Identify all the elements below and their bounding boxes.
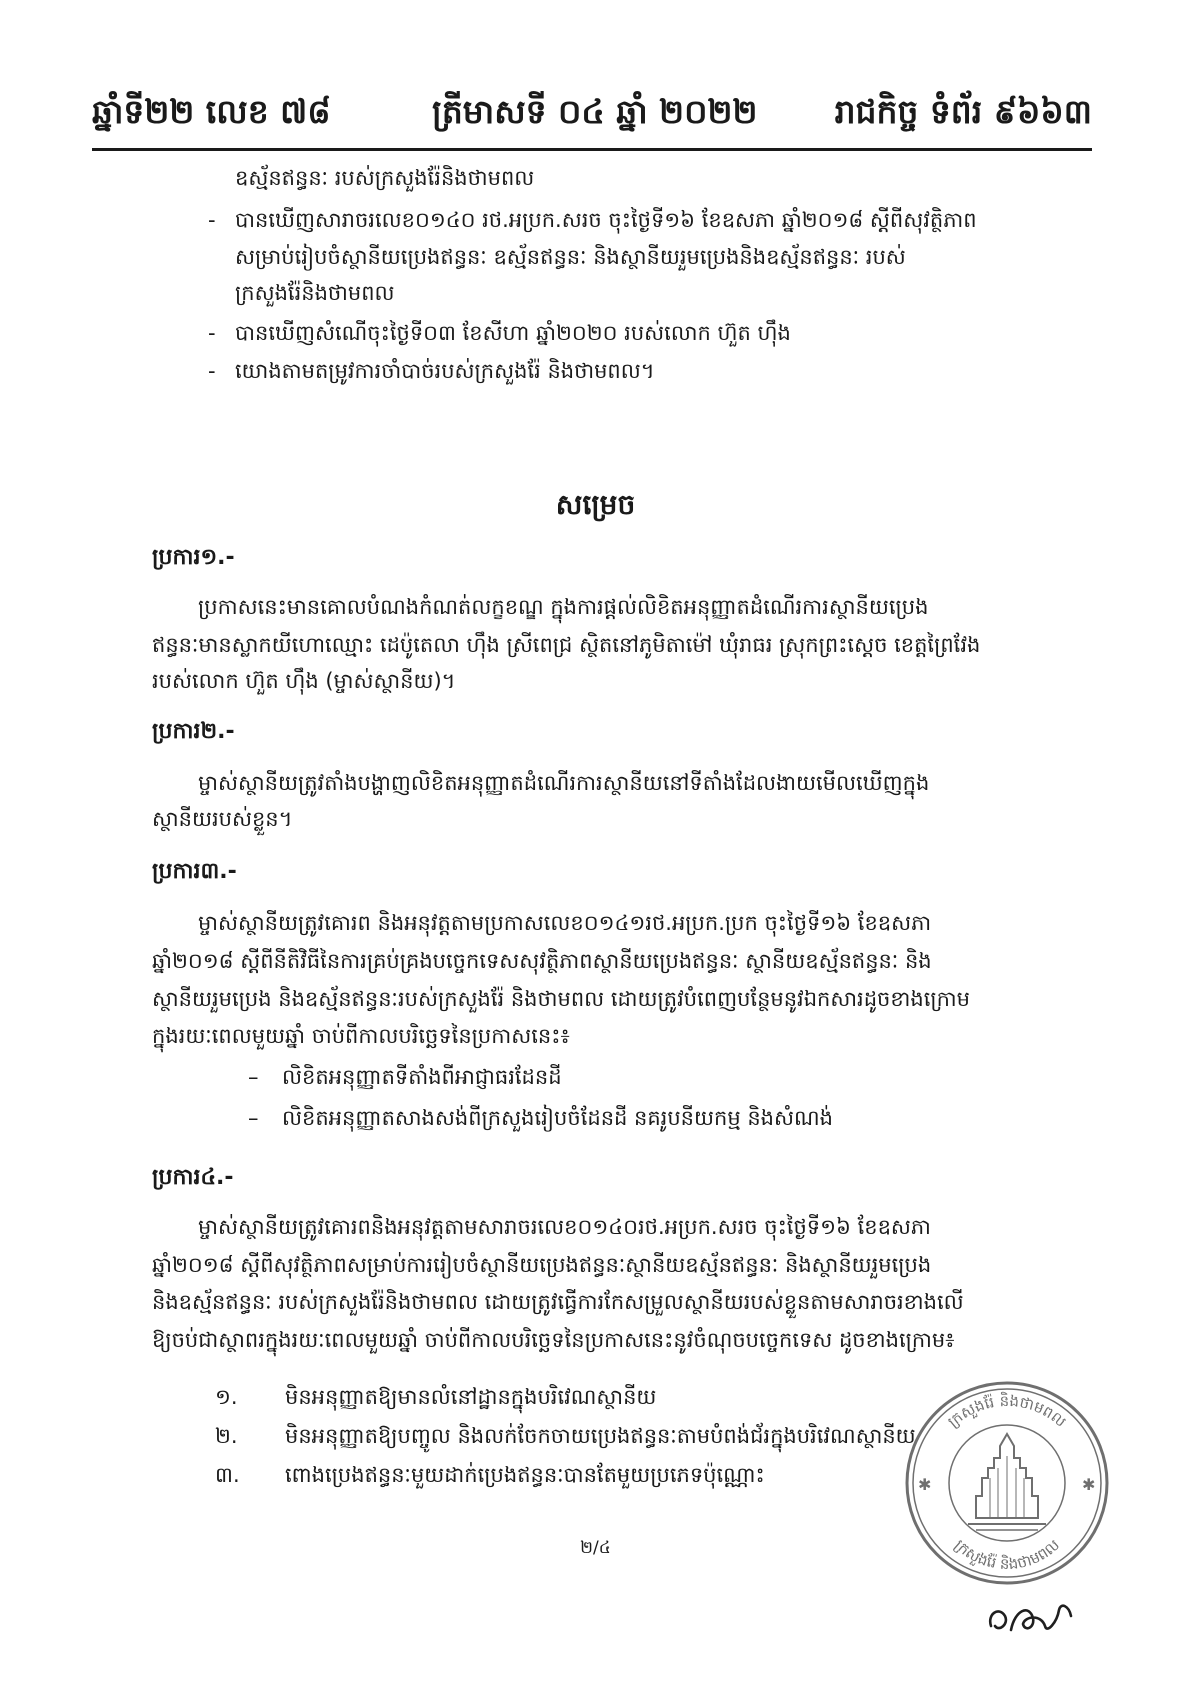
gazette-quarter: ត្រីមាសទី ០៤ ឆ្នាំ ២០២២ [432, 92, 758, 131]
article-text-line: ស្ថានីយរបស់ខ្លួន។ [152, 807, 293, 831]
bullet-dash: - [208, 321, 216, 345]
seal-bottom-text: ក្រសួងរ៉ែ និងថាមពល [951, 1535, 1063, 1574]
gazette-issue: ឆ្នាំទី២២ លេខ ៧៨ [92, 92, 331, 131]
list-dash: – [248, 1106, 259, 1130]
article-text-line: ឆ្នាំ២០១៨ ស្តីពីនីតិវិធីនៃការគ្រប់គ្រងបច្ចេកទេសសុវត្ថិភាពស្ថានីយប្រេងឥន្ធនៈ ស្ថានីយឧស្ម័នឥន្ធនៈ និង [152, 949, 932, 973]
svg-text:✱: ✱ [1082, 1475, 1096, 1494]
article-text-line: ឱ្យចប់ជាស្ថាពរក្នុងរយៈពេលមួយឆ្នាំ ចាប់ពីកាលបរិច្ឆេទនៃប្រកាសនេះនូវចំណុចបច្ចេកទេស ដូចខាងក្រោម៖ [152, 1328, 955, 1352]
list-dash: – [248, 1065, 259, 1089]
gazette-page-ref: រាជកិច្ច ទំព័រ ៩៦៦៣ [834, 92, 1092, 131]
article-text-line: ម្ចាស់ស្ថានីយត្រូវគោរពនិងអនុវត្តតាមសារាចរលេខ០១៤០រថ.អប្រក.សរច ចុះថ្ងៃទី១៦ ខែឧសភា [198, 1215, 931, 1239]
article-heading: ប្រការ៣.- [152, 859, 237, 884]
article-text-line: ស្ថានីយរួមប្រេង និងឧស្ម័នឥន្ធនៈរបស់ក្រសួងរ៉ែ និងថាមពល ដោយត្រូវបំពេញបន្ថែមនូវឯកសារដូចខាងក្រោម [152, 987, 970, 1011]
reference-line: ក្រសួងរ៉ែនិងថាមពល [235, 281, 395, 305]
numbered-item-text: ពោងប្រេងឥន្ធនៈមួយដាក់ប្រេងឥន្ធនៈបានតែមួយប្រភេទប៉ុណ្ណោះ [285, 1463, 765, 1487]
bullet-dash: - [208, 208, 216, 232]
numbered-item-text: មិនអនុញ្ញាតឱ្យមានលំនៅដ្ឋានក្នុងបរិវេណស្ថានីយ [285, 1385, 657, 1409]
numbered-item-text: មិនអនុញ្ញាតឱ្យបញ្ចូល និងលក់ចែកចាយប្រេងឥន្ធនៈតាមបំពង់ជ័រក្នុងបរិវេណស្ថានីយ [285, 1424, 916, 1448]
article-text-line: ប្រកាសនេះមានគោលបំណងកំណត់លក្ខខណ្ឌ ក្នុងការផ្តល់លិខិតអនុញ្ញាតដំណើរការស្ថានីយប្រេង [198, 595, 929, 619]
article-heading: ប្រការ២.- [152, 719, 235, 744]
list-item: លិខិតអនុញ្ញាតសាងសង់ពីក្រសួងរៀបចំដែនដី នគរូបនីយកម្ម និងសំណង់ [282, 1106, 833, 1130]
article-text-line: ម្ចាស់ស្ថានីយត្រូវតាំងបង្ហាញលិខិតអនុញ្ញាតដំណើរការស្ថានីយនៅទីតាំងដែលងាយមើលឃើញក្នុង [198, 771, 930, 795]
numbered-item-index: ២. [215, 1424, 238, 1448]
seal-top-text: ក្រសួងរ៉ែ និងថាមពល [944, 1391, 1070, 1431]
article-text-line: ម្ចាស់ស្ថានីយត្រូវគោរព និងអនុវត្តតាមប្រកាសលេខ០១៤១រថ.អប្រក.ប្រក ចុះថ្ងៃទី១៦ ខែឧសភា [198, 911, 932, 935]
gazette-header [92, 92, 1092, 142]
article-heading: ប្រការ១.- [152, 545, 235, 570]
ministry-seal [902, 1378, 1112, 1588]
reference-line: យោងតាមតម្រូវការចាំបាច់របស់ក្រសួងរ៉ែ និងថាមពល។ [235, 359, 655, 383]
article-text-line: ឥន្ធនៈមានស្លាកយីហោឈ្មោះ ដេប៉ូតេលា ហ៊ឹង ស្រីពេជ្រ ស្ថិតនៅភូមិតាម៉ៅ ឃុំរាធរ ស្រុកព្រះស្តេច ខេត្តព្រៃវែង [152, 633, 981, 657]
article-text-line: ឆ្នាំ២០១៨ ស្តីពីសុវត្ថិភាពសម្រាប់ការរៀបចំស្ថានីយប្រេងឥន្ធនៈស្ថានីយឧស្ម័នឥន្ធនៈ និងស្ថានីយរួមប្រេង [152, 1253, 932, 1277]
bullet-dash: - [208, 359, 216, 383]
article-text-line: របស់លោក ហ៊ួត ហ៊ឹង (ម្ចាស់ស្ថានីយ)។ [152, 669, 456, 693]
list-item: លិខិតអនុញ្ញាតទីតាំងពីអាជ្ញាធរដែនដី [282, 1065, 562, 1089]
reference-line: បានឃើញសំណើចុះថ្ងៃទី០៣ ខែសីហា ឆ្នាំ២០២០ របស់លោក ហ៊ួត ហ៊ឹង [235, 321, 791, 345]
reference-line: សម្រាប់រៀបចំស្ថានីយប្រេងឥន្ធនៈ ឧស្ម័នឥន្ធនៈ និងស្ថានីយរួមប្រេងនិងឧស្ម័នឥន្ធនៈ របស់ [235, 245, 906, 269]
signature-initials [985, 1596, 1077, 1638]
page-number: ២/៤ [580, 1538, 611, 1558]
svg-text:✱: ✱ [918, 1475, 932, 1494]
numbered-item-index: ៣. [215, 1463, 240, 1487]
intro-continuation: ឧស្ម័នឥន្ធនៈ របស់ក្រសួងរ៉ែនិងថាមពល [235, 166, 535, 190]
article-text-line: និងឧស្ម័នឥន្ធនៈ របស់ក្រសួងរ៉ែនិងថាមពល ដោយត្រូវធ្វើការកែសម្រួលស្ថានីយរបស់ខ្លួនតាមសារាចរខាងលើ [152, 1290, 964, 1314]
header-divider [92, 148, 1092, 151]
article-text-line: ក្នុងរយៈពេលមួយឆ្នាំ ចាប់ពីកាលបរិច្ឆេទនៃប្រកាសនេះ៖ [152, 1024, 570, 1048]
reference-line: បានឃើញសារាចរលេខ០១៤០ រថ.អប្រក.សរច ចុះថ្ងៃទី១៦ ខែឧសភា ឆ្នាំ២០១៨ ស្តីពីសុវត្ថិភាព [235, 208, 977, 232]
numbered-item-index: ១. [215, 1385, 238, 1409]
article-heading: ប្រការ៤.- [152, 1165, 234, 1190]
decision-title: សម្រេច [555, 488, 636, 521]
